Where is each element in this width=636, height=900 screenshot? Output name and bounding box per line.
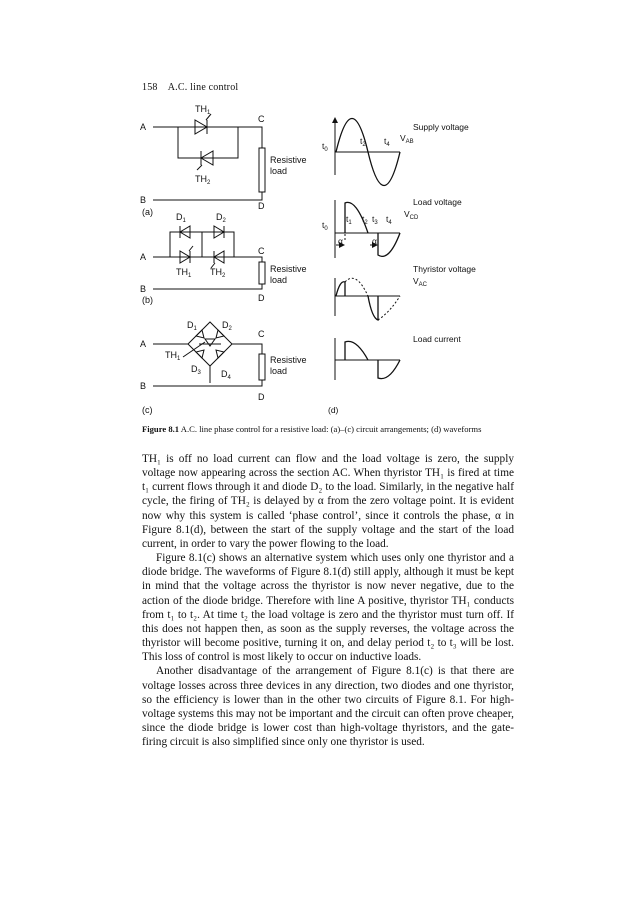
svg-text:load: load bbox=[270, 275, 288, 285]
svg-text:α: α bbox=[372, 236, 377, 246]
svg-text:Supply voltage: Supply voltage bbox=[413, 122, 469, 132]
svg-text:t0: $t_0$ bbox=[322, 141, 328, 153]
svg-text:D: D bbox=[258, 392, 265, 402]
svg-text:TH1: $TH_1$ bbox=[195, 104, 211, 116]
svg-text:t4: $t_4$ bbox=[386, 214, 392, 226]
circuit-b bbox=[153, 226, 265, 289]
circuit-c-labels bbox=[140, 320, 307, 415]
circuit-a bbox=[153, 114, 265, 200]
running-title: A.C. line control bbox=[167, 82, 239, 93]
svg-text:TH2: $TH_2$ bbox=[210, 267, 226, 279]
svg-text:A: A bbox=[140, 252, 147, 262]
svg-text:t2: $t_2$ bbox=[360, 136, 366, 148]
svg-text:load: load bbox=[270, 366, 288, 376]
node-c: C bbox=[258, 114, 265, 124]
circuit-b-labels bbox=[140, 212, 307, 305]
svg-text:(d): (d) bbox=[328, 405, 339, 415]
page-number: 158 bbox=[142, 82, 158, 93]
paragraph: TH₁ is off no load current can flow and the load voltage is zero, the supply voltage now appearing across the section AC. When thyristor TH₁ is fired at time t₁ current flows through it and diode D₂ to the load. Similarly, in the negative half cycle, the firing of TH₂ is delayed by α from the zero voltage point. It is evident now why this system is called ‘phase control’, since it controls the phase, α in Figure 8.1(d), between the start of the supply voltage and the start of the load current, in order to vary the power flowing to the load. bbox=[142, 453, 514, 550]
svg-text:(b): (b) bbox=[142, 295, 153, 305]
svg-text:TH2: $TH_2$ bbox=[195, 174, 211, 186]
svg-text:VCD: $V_{CD}$ bbox=[404, 209, 419, 221]
svg-text:VAC: $V_{AC}$ bbox=[413, 276, 428, 288]
svg-text:D1: $D_1$ bbox=[176, 212, 186, 224]
svg-text:t2: $t_2$ bbox=[362, 214, 368, 226]
svg-text:VAB: $V_{AB}$ bbox=[400, 133, 414, 145]
svg-text:t4: $t_4$ bbox=[384, 136, 390, 148]
svg-text:TH1: $TH_1$ bbox=[165, 350, 181, 362]
svg-text:D2: $D_2$ bbox=[222, 320, 232, 332]
node-b: B bbox=[140, 195, 147, 205]
load-label-line2: load bbox=[270, 166, 288, 176]
svg-text:A: A bbox=[140, 339, 147, 349]
node-d: D bbox=[258, 201, 265, 211]
svg-text:D4: $D_4$ bbox=[221, 369, 231, 381]
tag-a: (a) bbox=[142, 207, 153, 217]
svg-text:(c): (c) bbox=[142, 405, 153, 415]
svg-text:Load voltage: Load voltage bbox=[413, 197, 462, 207]
caption-text: A.C. line phase control for a resistive load: (a)–(c) circuit arrangements; (d) waveforms bbox=[180, 424, 482, 434]
waveform-labels bbox=[322, 122, 476, 415]
svg-text:Resistive: Resistive bbox=[270, 264, 307, 274]
svg-text:t0: $t_0$ bbox=[322, 220, 328, 232]
paragraph: Figure 8.1(c) shows an alternative system which uses only one thyristor and a diode bridge. The waveforms of Figure 8.1(d) still apply, although it must be kept in mind that the voltage across the thyristor is now never negative, due to the action of the diode bridge. Therefore with line A positive, thyristor TH₁ conducts from t₁ to t₂. At time t₂ the load voltage is zero and the thyristor must turn off. If this does not happen then, as soon as the supply reverses, the voltage across the thyristor will become positive, turning it on, and delay period t₂ to t₃ will be lost. This loss of control is most likely to occur on inductive loads. bbox=[142, 552, 514, 664]
svg-text:B: B bbox=[140, 284, 147, 294]
svg-text:C: C bbox=[258, 329, 265, 339]
svg-text:Load current: Load current bbox=[413, 334, 461, 344]
svg-text:C: C bbox=[258, 246, 265, 256]
svg-text:D2: $D_2$ bbox=[216, 212, 226, 224]
svg-text:Thyristor voltage: Thyristor voltage bbox=[413, 264, 476, 274]
svg-text:B: B bbox=[140, 381, 147, 391]
body-text bbox=[142, 452, 514, 749]
caption-label: Figure 8.1 bbox=[142, 424, 180, 434]
svg-text:D: D bbox=[258, 293, 265, 303]
svg-text:TH1: $TH_1$ bbox=[176, 267, 192, 279]
waveforms bbox=[335, 118, 400, 380]
svg-text:t3: $t_3$ bbox=[372, 214, 378, 226]
svg-text:Resistive: Resistive bbox=[270, 355, 307, 365]
paragraph: Another disadvantage of the arrangement of Figure 8.1(c) is that there are voltage losses across three devices in any direction, two diodes and one thyristor, so the efficiency is lower than in the other two circuits of Figure 8.1. For high-voltage systems this may not be important and the circuit can often prove cheaper, since the diode bridge is lower cost than high-voltage thyristors, and the gate-firing circuit is also simplified since only one thyristor is used. bbox=[142, 665, 514, 749]
figure-caption bbox=[142, 424, 512, 435]
load-label-line1: Resistive bbox=[270, 155, 307, 165]
svg-text:t1: $t_1$ bbox=[346, 214, 352, 226]
node-a: A bbox=[140, 122, 147, 132]
svg-text:D3: $D_3$ bbox=[191, 364, 201, 376]
svg-text:D1: $D_1$ bbox=[187, 320, 197, 332]
svg-text:α: α bbox=[338, 236, 343, 246]
